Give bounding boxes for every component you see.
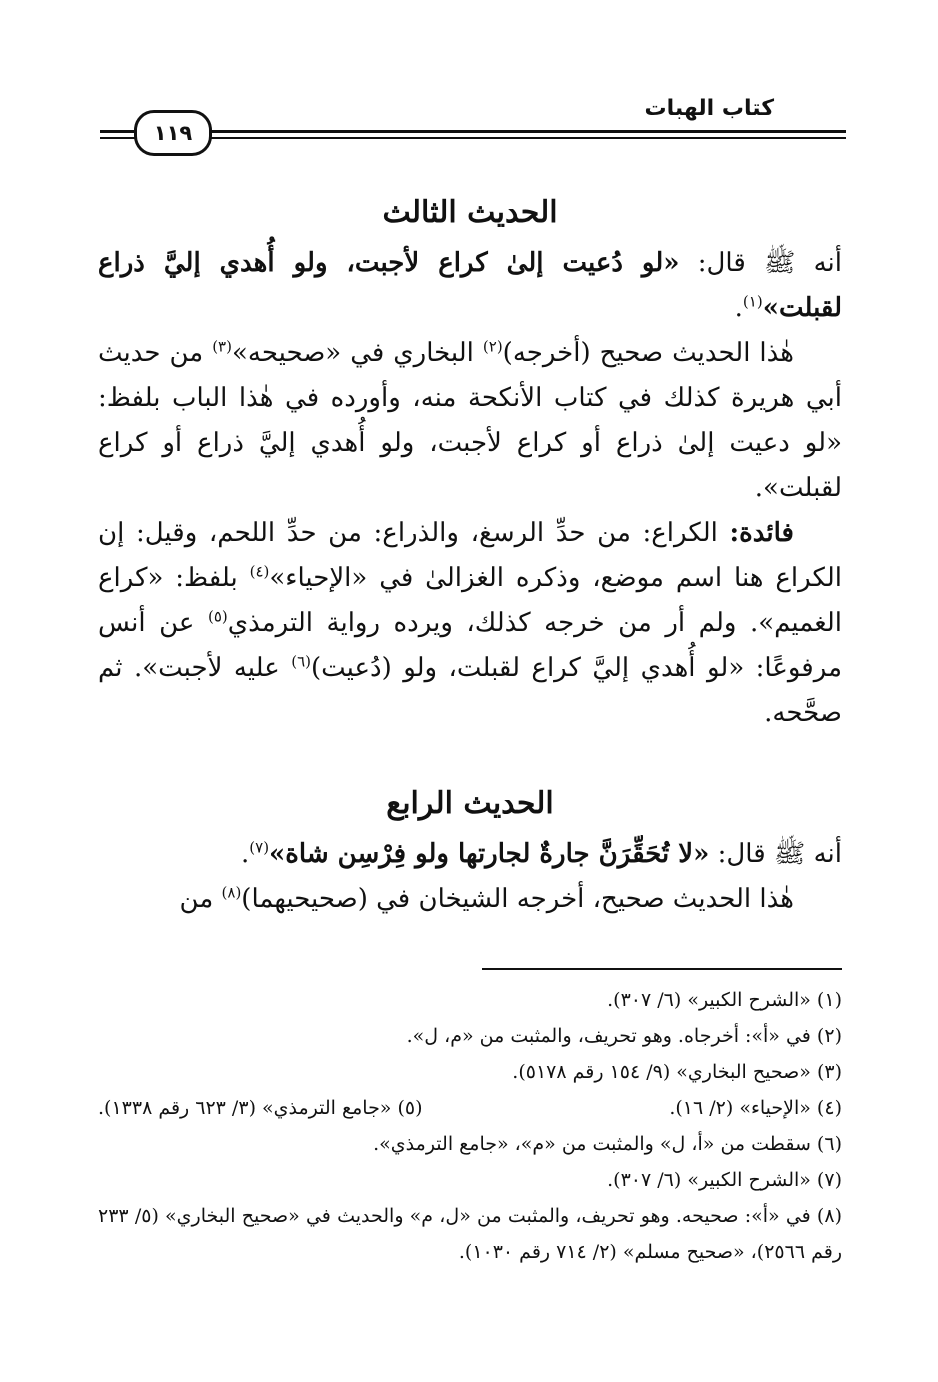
- footnote-8: (٨) في «أ»: صحيحه. وهو تحريف، والمثبت من «ل، م» والحديث في «صحيح البخاري» (٥/ ٢٣٣ رقم ٢٥٦٦)، «صحيح مسلم» (٢/ ٧١٤ رقم ١٠٣٠).: [98, 1205, 842, 1263]
- footnote-ref-2: (٢): [482, 337, 503, 356]
- footnote-ref-6: (٦): [291, 652, 311, 671]
- benefit-part-c: عن أنس مرفوعًا: «لو أُهدي إليَّ كراع لقبلت، ولو (دُعيت): [98, 608, 842, 683]
- benefit-part-b: بلفظ: «كراع الغميم». ولم أر من خرجه كذلك، ويرده رواية الترمذي: [98, 563, 842, 638]
- page-header: [100, 92, 846, 152]
- footnote-7: (٧) «الشرح الكبير» (٦/ ٣٠٧).: [607, 1169, 842, 1191]
- hadith-3-text: [98, 241, 842, 331]
- footnote-separator: [482, 968, 842, 970]
- benefit-part-a: الكراع: من حدِّ الرسغ، والذراع: من حدِّ اللحم، وقيل: إن الكراع هنا اسم موضع، وذكره الغزالىٰ في «الإحياء»: [98, 518, 842, 593]
- section-spacer: [98, 736, 842, 776]
- footnote-4: (٤) «الإحياء» (٢/ ١٦).: [669, 1097, 842, 1119]
- footnote-6: (٦) سقطت من «أ، ل» والمثبت من «م»، «جامع الترمذي».: [373, 1133, 842, 1155]
- footnote-ref-3: (٣): [212, 337, 232, 356]
- hadith-3-benefit: [98, 511, 842, 736]
- footnote-5: (٥) «جامع الترمذي» (٣/ ٦٢٣ رقم ١٣٣٨).: [98, 1097, 423, 1119]
- hadith-4-lead: أنه ﷺ قال:: [709, 839, 842, 869]
- page-number: ١١٩: [134, 110, 212, 156]
- hadith-3-lead: أنه ﷺ قال:: [679, 248, 842, 278]
- footnote-4-5-row: [98, 1090, 842, 1126]
- hadith-4-takhrij-a: هٰذا الحديث صحيح، أخرجه الشيخان في (صحيحيهما): [241, 884, 794, 914]
- hadith-4-heading: الحديث الرابع: [386, 786, 554, 821]
- hadith-3-quote: «لو دُعيت إلىٰ كراع لأجبت، ولو أُهدي إليَّ ذراع لقبلت»: [98, 248, 842, 323]
- takhrij-part-a: هٰذا الحديث صحيح (أخرجه): [502, 338, 794, 368]
- footnote-ref-4: (٤): [249, 562, 270, 581]
- takhrij-part-b: البخاري في «صحيحه»: [231, 338, 483, 368]
- hadith-4-quote: «لا تُحَقِّرَنَّ جارةٌ لجارتها ولو فِرْسِن شاة»: [269, 839, 710, 869]
- main-text: [98, 185, 842, 922]
- hadith-4-takhrij-b: من: [179, 884, 222, 914]
- footnote-ref-1: (١): [742, 292, 763, 311]
- footnote-2: (٢) في «أ»: أخرجاه. وهو تحريف، والمثبت من «م، ل».: [406, 1025, 842, 1047]
- footnote-ref-7: (٧): [249, 838, 270, 857]
- hadith-4-text: [98, 832, 842, 877]
- takhrij-part-c: من حديث أبي هريرة كذلك في كتاب الأنكحة منه، وأورده في هٰذا الباب بلفظ: «لو دعيت إلىٰ ذراع أو كراع لأجبت، ولو أُهدي إليَّ ذراع أو كراع لقبلت».: [98, 338, 842, 503]
- book-title: كتاب الهبات: [644, 96, 774, 121]
- hadith-4-end: .: [241, 839, 250, 869]
- benefit-part-d: عليه لأجبت». ثم صحَّحه.: [98, 653, 842, 728]
- footnote-ref-8: (٨): [221, 883, 242, 902]
- hadith-4-takhrij: [98, 877, 842, 922]
- footnotes: [98, 982, 842, 1270]
- footnote-ref-5: (٥): [207, 607, 228, 626]
- footnote-3: (٣) «صحيح البخاري» (٩/ ١٥٤ رقم ٥١٧٨).: [512, 1061, 842, 1083]
- benefit-label: فائدة:: [729, 518, 794, 548]
- hadith-3-heading: الحديث الثالث: [382, 195, 558, 230]
- footnote-1: (١) «الشرح الكبير» (٦/ ٣٠٧).: [607, 989, 842, 1011]
- hadith-3-end: .: [734, 293, 743, 323]
- hadith-3-takhrij: [98, 331, 842, 511]
